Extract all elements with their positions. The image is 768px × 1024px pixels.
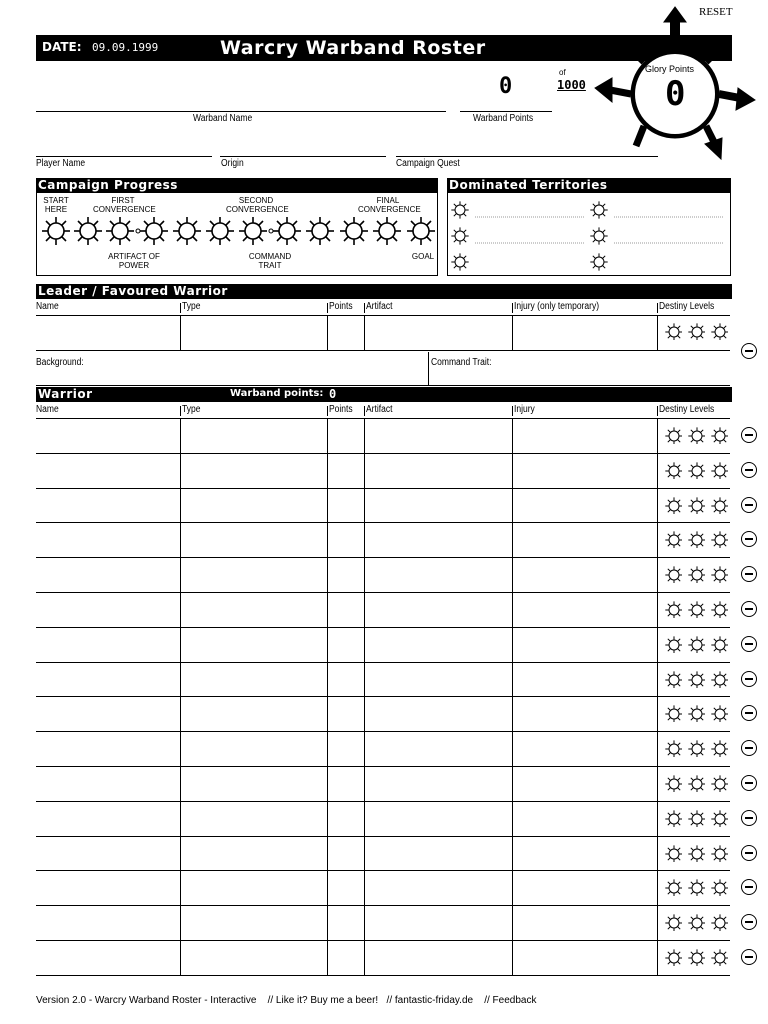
background-divider [428,352,429,385]
destiny-sun-icon[interactable] [711,601,728,618]
destiny-sun-icon[interactable] [665,497,682,514]
warrior-injury-cell[interactable] [512,836,657,871]
destiny-level-icon[interactable] [710,774,728,792]
buy-beer-link[interactable]: // Like it? Buy me a beer! [267,995,379,1006]
warrior-type-cell[interactable] [180,836,327,871]
warrior-remove-button[interactable] [741,845,757,861]
warrior-type-cell[interactable] [180,453,327,488]
warrior-injury-cell[interactable] [512,696,657,731]
campaign-step-icon[interactable] [239,217,267,245]
header-divider [180,406,181,416]
destiny-sun-icon[interactable] [688,775,705,792]
destiny-level-icon[interactable] [687,878,705,896]
warband-points-label: Warband Points [473,113,534,124]
leader-artifact-cell[interactable] [364,315,512,350]
warrior-name-cell[interactable] [36,662,180,697]
warrior-injury-cell[interactable] [512,453,657,488]
leader-row-bottom [36,350,730,351]
leader-header-name: Name [36,301,59,312]
leader-section-title: Leader / Favoured Warrior [36,284,732,299]
destiny-level-icon[interactable] [710,913,728,931]
destiny-sun-icon[interactable] [688,497,705,514]
destiny-sun-icon[interactable] [688,462,705,479]
destiny-sun-icon[interactable] [665,323,682,340]
warrior-points-cell[interactable] [327,940,364,975]
destiny-level-icon[interactable] [687,913,705,931]
warrior-name-cell[interactable] [36,696,180,731]
header-divider [327,406,328,416]
destiny-level-icon[interactable] [710,878,728,896]
destiny-sun-icon[interactable] [688,845,705,862]
warrior-remove-button[interactable] [741,949,757,965]
destiny-level-icon[interactable] [710,426,728,444]
warrior-points-cell[interactable] [327,905,364,940]
destiny-level-icon[interactable] [710,600,728,618]
destiny-sun-icon[interactable] [711,323,728,340]
destiny-level-icon[interactable] [710,739,728,757]
destiny-level-icon[interactable] [687,948,705,966]
destiny-level-icon[interactable] [710,704,728,722]
destiny-level-icon[interactable] [710,322,728,340]
warrior-name-cell[interactable] [36,627,180,662]
warrior-remove-button[interactable] [741,462,757,478]
destiny-sun-icon[interactable] [665,879,682,896]
destiny-sun-icon[interactable] [688,427,705,444]
warrior-points-cell[interactable] [327,662,364,697]
destiny-sun-icon[interactable] [711,879,728,896]
warrior-header-destiny: Destiny Levels [659,404,715,415]
warrior-header-name: Name [36,404,59,415]
destiny-sun-icon[interactable] [711,845,728,862]
warrior-name-cell[interactable] [36,557,180,592]
origin-label: Origin [221,158,244,169]
warrior-name-cell[interactable] [36,453,180,488]
destiny-sun-icon[interactable] [688,566,705,583]
destiny-level-icon[interactable] [664,670,682,688]
warrior-remove-button[interactable] [741,566,757,582]
command-trait-field-label: Command Trait: [431,357,492,368]
destiny-sun-icon[interactable] [665,566,682,583]
campaign-step-icon[interactable] [106,217,134,245]
warrior-artifact-cell[interactable] [364,836,512,871]
warrior-injury-cell[interactable] [512,522,657,557]
warrior-points-cell[interactable] [327,696,364,731]
destiny-level-icon[interactable] [664,565,682,583]
destiny-sun-icon[interactable] [711,566,728,583]
leader-remove-button[interactable] [741,343,757,359]
destiny-level-icon[interactable] [687,739,705,757]
destiny-sun-icon[interactable] [665,462,682,479]
destiny-level-icon[interactable] [687,600,705,618]
destiny-level-icon[interactable] [687,322,705,340]
header-divider [657,303,658,313]
destiny-level-icon[interactable] [710,809,728,827]
destiny-level-icon[interactable] [710,461,728,479]
warrior-type-cell[interactable] [180,522,327,557]
destiny-level-icon[interactable] [687,426,705,444]
destiny-sun-icon[interactable] [711,810,728,827]
second-convergence-label: SECOND CONVERGENCE [226,196,289,214]
destiny-level-icon[interactable] [710,635,728,653]
warrior-injury-cell[interactable] [512,731,657,766]
warrior-points-cell[interactable] [327,522,364,557]
warrior-type-cell[interactable] [180,627,327,662]
warrior-remove-button[interactable] [741,671,757,687]
page-title: Warcry Warband Roster [220,37,486,59]
date-label: DATE: [42,40,82,54]
warrior-injury-cell[interactable] [512,662,657,697]
warrior-remove-button[interactable] [741,531,757,547]
territory-checkbox-icon[interactable] [590,201,607,218]
destiny-level-icon[interactable] [664,739,682,757]
header-divider [657,406,658,416]
warrior-header-injury: Injury [514,404,535,415]
destiny-sun-icon[interactable] [665,845,682,862]
leader-name-cell[interactable] [36,315,180,350]
destiny-sun-icon[interactable] [665,949,682,966]
header-divider [180,303,181,313]
destiny-level-icon[interactable] [664,774,682,792]
header-divider [364,406,365,416]
destiny-sun-icon[interactable] [711,497,728,514]
warrior-injury-cell[interactable] [512,627,657,662]
destiny-sun-icon[interactable] [711,705,728,722]
warrior-remove-button[interactable] [741,636,757,652]
destiny-sun-icon[interactable] [665,636,682,653]
origin-line[interactable] [220,156,386,157]
warrior-artifact-cell[interactable] [364,696,512,731]
campaign-step-icon[interactable] [273,217,301,245]
warrior-name-cell[interactable] [36,592,180,627]
warband-points-total-label: Warband points: [230,388,324,399]
warrior-artifact-cell[interactable] [364,627,512,662]
start-here-label: START HERE [43,196,69,214]
destiny-level-icon[interactable] [687,670,705,688]
warrior-header-artifact: Artifact [366,404,393,415]
warrior-type-cell[interactable] [180,940,327,975]
campaign-step-icon[interactable] [42,217,70,245]
destiny-level-icon[interactable] [687,774,705,792]
first-convergence-label: FIRST CONVERGENCE [93,196,156,214]
destiny-sun-icon[interactable] [711,427,728,444]
destiny-level-icon[interactable] [687,844,705,862]
website-link[interactable]: // fantastic-friday.de [386,995,474,1006]
destiny-sun-icon[interactable] [688,949,705,966]
connector-dot-icon [136,229,140,233]
warrior-remove-button[interactable] [741,775,757,791]
warrior-remove-button[interactable] [741,810,757,826]
destiny-sun-icon[interactable] [665,427,682,444]
warrior-name-cell[interactable] [36,801,180,836]
destiny-level-icon[interactable] [687,565,705,583]
destiny-sun-icon[interactable] [665,601,682,618]
warrior-injury-cell[interactable] [512,557,657,592]
warband-points-total-value: 0 [329,387,337,401]
destiny-level-icon[interactable] [710,844,728,862]
warrior-artifact-cell[interactable] [364,488,512,523]
destiny-level-icon[interactable] [664,878,682,896]
destiny-sun-icon[interactable] [688,636,705,653]
destiny-level-icon[interactable] [710,670,728,688]
campaign-progress-title: Campaign Progress [36,178,438,193]
header-divider [512,406,513,416]
campaign-step-icon[interactable] [306,217,334,245]
destiny-level-icon[interactable] [664,635,682,653]
warrior-type-cell[interactable] [180,418,327,453]
warrior-points-cell[interactable] [327,488,364,523]
warrior-remove-button[interactable] [741,497,757,513]
warrior-type-cell[interactable] [180,870,327,905]
territory-checkbox-icon[interactable] [451,227,468,244]
warrior-artifact-cell[interactable] [364,662,512,697]
destiny-sun-icon[interactable] [711,671,728,688]
warrior-remove-button[interactable] [741,601,757,617]
header-divider [327,303,328,313]
destiny-level-icon[interactable] [664,913,682,931]
destiny-level-icon[interactable] [664,461,682,479]
destiny-sun-icon[interactable] [665,740,682,757]
warrior-points-cell[interactable] [327,557,364,592]
destiny-sun-icon[interactable] [665,671,682,688]
campaign-step-icon[interactable] [74,217,102,245]
destiny-sun-icon[interactable] [711,775,728,792]
artifact-of-power-label: ARTIFACT OF POWER [108,252,160,270]
goal-label: GOAL [411,252,435,261]
warrior-remove-button[interactable] [741,914,757,930]
campaign-step-icon[interactable] [140,217,168,245]
leader-header-type: Type [182,301,201,312]
destiny-level-icon[interactable] [687,496,705,514]
warband-points-value: 0 [499,74,513,99]
player-name-line[interactable] [36,156,212,157]
destiny-level-icon[interactable] [664,844,682,862]
warrior-points-cell[interactable] [327,836,364,871]
warrior-artifact-cell[interactable] [364,905,512,940]
territory-checkbox-icon[interactable] [451,253,468,270]
warrior-artifact-cell[interactable] [364,418,512,453]
destiny-level-icon[interactable] [664,600,682,618]
destiny-level-icon[interactable] [664,530,682,548]
background-label: Background: [36,357,84,368]
warrior-type-cell[interactable] [180,592,327,627]
warrior-name-cell[interactable] [36,731,180,766]
glory-points-label: Glory Points [645,64,695,74]
destiny-sun-icon[interactable] [665,705,682,722]
warrior-header-points: Points [329,404,353,415]
leader-bottom-line [36,385,730,386]
warband-name-line[interactable] [36,111,446,112]
destiny-sun-icon[interactable] [711,740,728,757]
destiny-level-icon[interactable] [687,809,705,827]
warrior-injury-cell[interactable] [512,766,657,801]
campaign-quest-label: Campaign Quest [396,158,460,169]
warrior-injury-cell[interactable] [512,870,657,905]
warrior-type-cell[interactable] [180,662,327,697]
version-text: Version 2.0 - Warcry Warband Roster - Interactive [36,995,257,1006]
warrior-artifact-cell[interactable] [364,557,512,592]
warrior-name-cell[interactable] [36,940,180,975]
destiny-sun-icon[interactable] [688,705,705,722]
destiny-sun-icon[interactable] [711,462,728,479]
warrior-type-cell[interactable] [180,488,327,523]
destiny-level-icon[interactable] [664,426,682,444]
destiny-sun-icon[interactable] [688,601,705,618]
warrior-artifact-cell[interactable] [364,870,512,905]
destiny-level-icon[interactable] [710,496,728,514]
warrior-points-cell[interactable] [327,731,364,766]
warrior-name-cell[interactable] [36,488,180,523]
destiny-level-icon[interactable] [664,704,682,722]
destiny-level-icon[interactable] [664,948,682,966]
final-convergence-label: FINAL CONVERGENCE [358,196,421,214]
header-divider [512,303,513,313]
reset-button[interactable]: RESET [699,6,733,18]
warrior-injury-cell[interactable] [512,418,657,453]
territory-checkbox-icon[interactable] [451,201,468,218]
destiny-sun-icon[interactable] [688,914,705,931]
warrior-artifact-cell[interactable] [364,453,512,488]
destiny-sun-icon[interactable] [688,879,705,896]
destiny-sun-icon[interactable] [688,671,705,688]
warrior-artifact-cell[interactable] [364,731,512,766]
campaign-step-icon[interactable] [407,217,435,245]
player-name-label: Player Name [36,158,86,169]
max-points-field[interactable]: 1000 [557,78,586,92]
leader-points-cell[interactable] [327,315,364,350]
campaign-track [38,214,438,250]
warrior-injury-cell[interactable] [512,940,657,975]
warrior-points-cell[interactable] [327,801,364,836]
feedback-link[interactable]: // Feedback [484,995,537,1006]
destiny-sun-icon[interactable] [688,323,705,340]
destiny-level-icon[interactable] [664,809,682,827]
leader-header-destiny: Destiny Levels [659,301,715,312]
warband-name-label: Warband Name [193,113,253,124]
destiny-level-icon[interactable] [664,322,682,340]
date-field[interactable]: 09.09.1999 [92,41,159,54]
campaign-step-icon[interactable] [206,217,234,245]
of-label: of [559,68,566,77]
warrior-type-cell[interactable] [180,557,327,592]
destiny-sun-icon[interactable] [711,914,728,931]
warband-points-line [460,111,552,112]
destiny-sun-icon[interactable] [665,531,682,548]
warrior-injury-cell[interactable] [512,905,657,940]
warrior-points-cell[interactable] [327,870,364,905]
destiny-sun-icon[interactable] [665,775,682,792]
leader-header-artifact: Artifact [366,301,393,312]
connector-dot-icon [269,229,273,233]
warrior-name-cell[interactable] [36,836,180,871]
warrior-type-cell[interactable] [180,766,327,801]
warrior-remove-button[interactable] [741,427,757,443]
warrior-points-cell[interactable] [327,766,364,801]
warrior-type-cell[interactable] [180,731,327,766]
destiny-level-icon[interactable] [710,565,728,583]
warrior-type-cell[interactable] [180,696,327,731]
warrior-points-cell[interactable] [327,418,364,453]
warrior-artifact-cell[interactable] [364,766,512,801]
destiny-sun-icon[interactable] [688,810,705,827]
warrior-points-cell[interactable] [327,592,364,627]
destiny-sun-icon[interactable] [665,914,682,931]
warrior-remove-button[interactable] [741,705,757,721]
warrior-points-cell[interactable] [327,627,364,662]
campaign-step-icon[interactable] [373,217,401,245]
destiny-level-icon[interactable] [687,461,705,479]
destiny-sun-icon[interactable] [665,810,682,827]
leader-type-cell[interactable] [180,315,327,350]
territory-checkbox-icon[interactable] [590,253,607,270]
table-bottom-line [36,975,730,976]
warrior-injury-cell[interactable] [512,488,657,523]
destiny-level-icon[interactable] [687,704,705,722]
dominated-territories-title: Dominated Territories [447,178,731,193]
destiny-level-icon[interactable] [710,530,728,548]
glory-points-field[interactable]: 0 [665,74,686,114]
warrior-type-cell[interactable] [180,801,327,836]
warrior-section-title: Warrior [36,387,732,402]
warrior-injury-cell[interactable] [512,592,657,627]
warrior-artifact-cell[interactable] [364,940,512,975]
destiny-level-icon[interactable] [687,530,705,548]
command-trait-label: COMMAND TRAIT [248,252,292,270]
territory-list [448,196,730,276]
warrior-name-cell[interactable] [36,418,180,453]
destiny-sun-icon[interactable] [688,531,705,548]
warrior-header-type: Type [182,404,201,415]
destiny-level-icon[interactable] [687,635,705,653]
leader-header-injury: Injury (only temporary) [514,301,600,312]
warrior-remove-button[interactable] [741,879,757,895]
destiny-sun-icon[interactable] [688,740,705,757]
destiny-level-icon[interactable] [710,948,728,966]
territory-checkbox-icon[interactable] [590,227,607,244]
warrior-name-cell[interactable] [36,905,180,940]
warrior-artifact-cell[interactable] [364,522,512,557]
warrior-name-cell[interactable] [36,766,180,801]
destiny-sun-icon[interactable] [711,531,728,548]
leader-header-points: Points [329,301,353,312]
leader-injury-cell[interactable] [512,315,657,350]
warrior-injury-cell[interactable] [512,801,657,836]
warrior-points-cell[interactable] [327,453,364,488]
footer [36,995,536,1006]
destiny-level-icon[interactable] [664,496,682,514]
warrior-artifact-cell[interactable] [364,592,512,627]
campaign-step-icon[interactable] [340,217,368,245]
warrior-type-cell[interactable] [180,905,327,940]
warrior-artifact-cell[interactable] [364,801,512,836]
header-divider [364,303,365,313]
warrior-name-cell[interactable] [36,522,180,557]
campaign-quest-line[interactable] [396,156,658,157]
destiny-sun-icon[interactable] [711,949,728,966]
destiny-sun-icon[interactable] [711,636,728,653]
warrior-remove-button[interactable] [741,740,757,756]
campaign-step-icon[interactable] [173,217,201,245]
warrior-name-cell[interactable] [36,870,180,905]
